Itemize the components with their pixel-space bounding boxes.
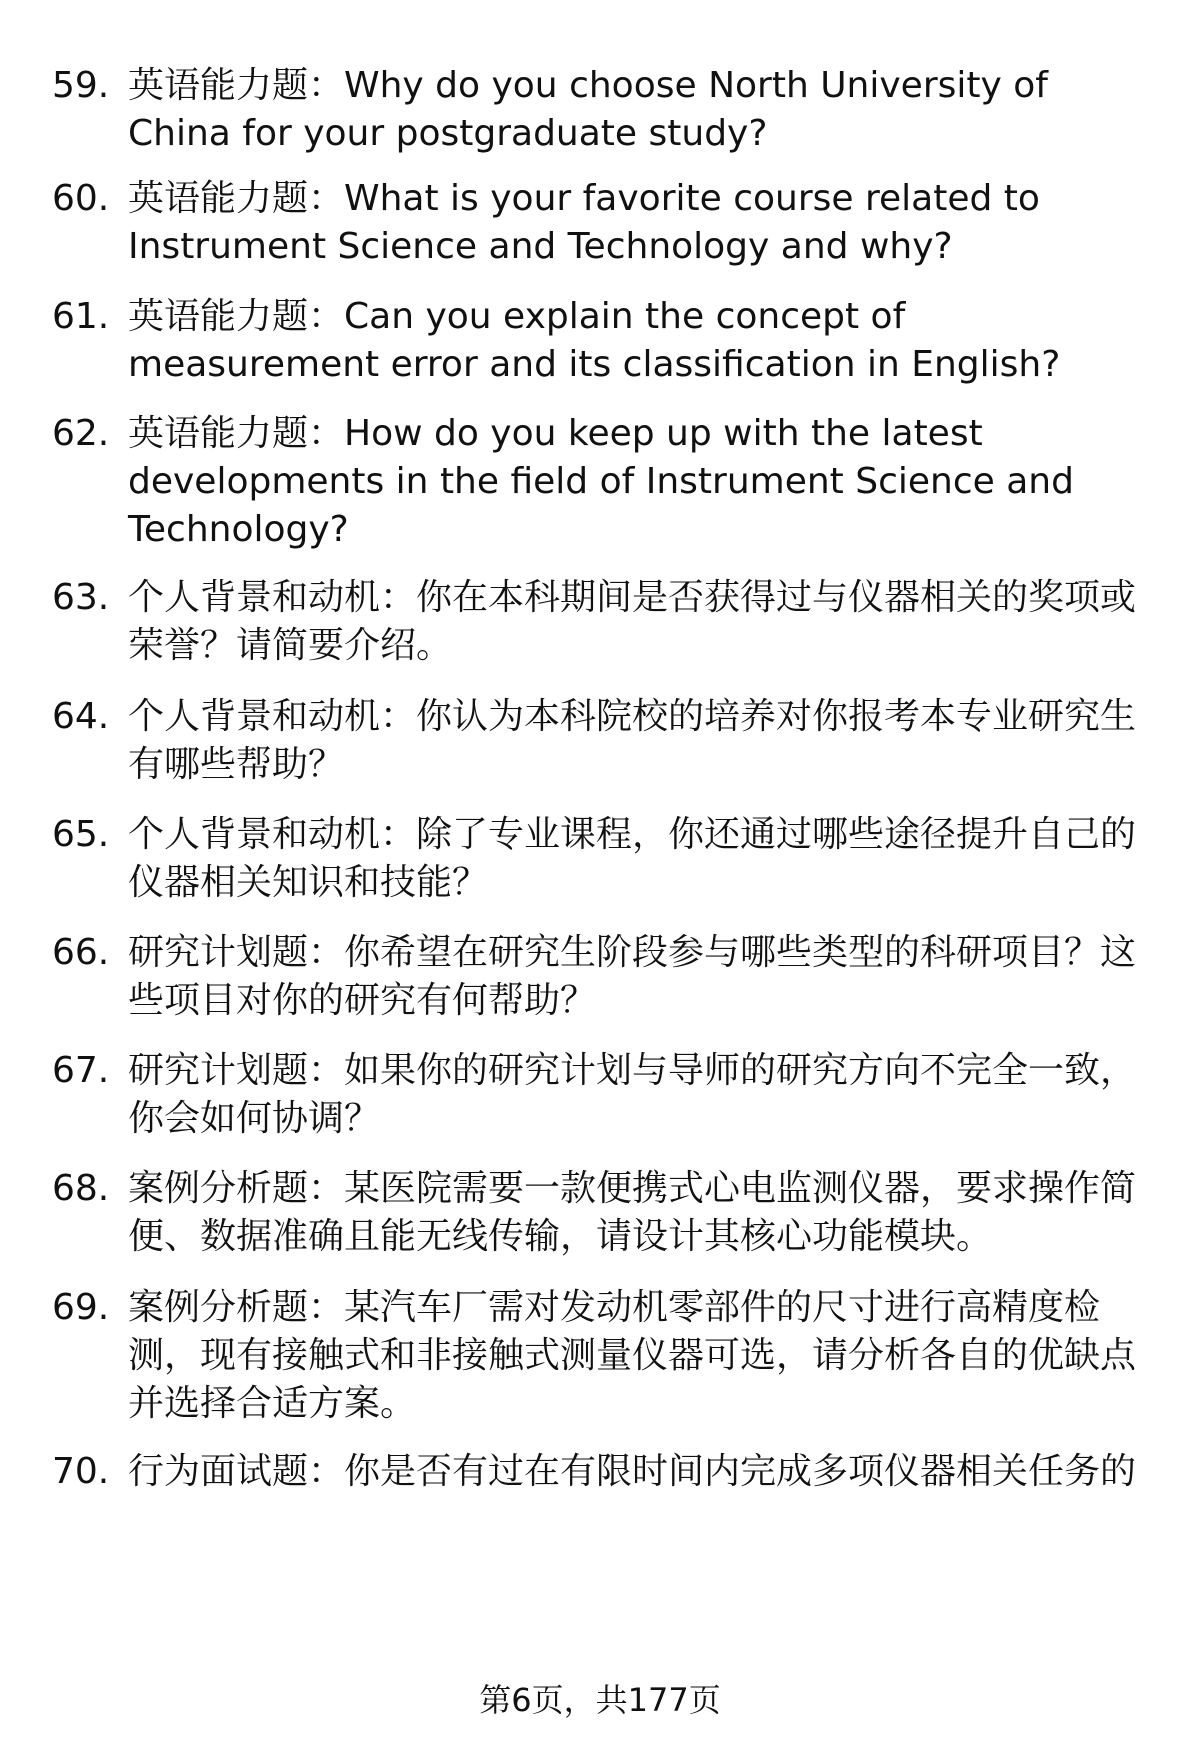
question-62 [52,410,1152,554]
question-text: 研究计划题：你希望在研究生阶段参与哪些类型的科研项目？这些项目对你的研究有何帮助？ [128,932,1137,1021]
question-number: 69. [52,1287,110,1328]
question-text: 英语能力题：Why do you choose North University of China for your postgraduate study? [128,65,1048,154]
question-text: 案例分析题：某医院需要一款便携式心电监测仪器，要求操作简便、数据准确且能无线传输，请设计其核心功能模块。 [128,1168,1137,1257]
question-number: 61. [52,296,110,337]
question-number: 64. [52,696,110,737]
question-text: 英语能力题：Can you explain the concept of measurement error and its classification in English? [128,296,1061,385]
question-69 [52,1284,1152,1428]
question-number: 59. [52,65,110,106]
question-60 [52,175,1152,271]
question-number: 65. [52,814,110,855]
question-number: 70. [52,1451,110,1492]
question-67 [52,1047,1152,1143]
question-text: 个人背景和动机：你在本科期间是否获得过与仪器相关的奖项或荣誉？请简要介绍。 [128,577,1137,666]
question-text: 个人背景和动机：你认为本科院校的培养对你报考本专业研究生有哪些帮助？ [128,696,1137,785]
question-number: 68. [52,1168,110,1209]
page-number-footer: 第6页，共177页 [479,1681,721,1719]
question-text: 英语能力题：What is your favorite course related to Instrument Science and Technology and why? [128,178,1040,267]
question-text: 英语能力题：How do you keep up with the latest developments in the field of Instrument Science and Technology? [128,413,1074,550]
question-number: 62. [52,413,110,454]
question-number: 67. [52,1050,110,1091]
question-64 [52,693,1152,789]
question-59 [52,62,1152,158]
question-number: 66. [52,932,110,973]
question-number: 63. [52,577,110,618]
question-text: 案例分析题：某汽车厂需对发动机零部件的尺寸进行高精度检测，现有接触式和非接触式测量仪器可选，请分析各自的优缺点并选择合适方案。 [128,1287,1137,1424]
question-number: 60. [52,178,110,219]
question-68 [52,1165,1152,1261]
question-65 [52,811,1152,907]
question-61 [52,293,1152,389]
question-text: 研究计划题：如果你的研究计划与导师的研究方向不完全一致，你会如何协调？ [128,1050,1137,1139]
question-text: 个人背景和动机：除了专业课程，你还通过哪些途径提升自己的仪器相关知识和技能？ [128,814,1137,903]
question-63 [52,574,1152,670]
question-66 [52,929,1152,1025]
question-text: 行为面试题：你是否有过在有限时间内完成多项仪器相关任务的 [128,1451,1137,1492]
question-70 [52,1448,1152,1496]
